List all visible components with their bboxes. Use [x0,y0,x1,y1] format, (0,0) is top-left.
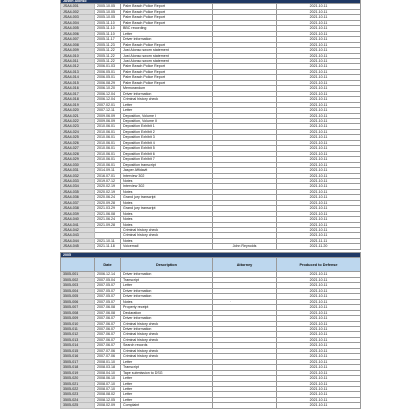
cell-date: 2007.05.07 [95,283,121,288]
cell-date: 2021.09.28 [95,222,121,227]
cell-description: Voicemail [121,244,213,249]
cell-date: 2008.07.10 [95,386,121,391]
cell-date: 2019.07.12 [95,178,121,183]
cell-date: 2006.05.01 [95,69,121,74]
cell-description: Deposition Exhibit 2 [121,129,213,134]
cell-produced: 2021.10.11 [277,64,361,69]
cell-description: BBC recording [121,26,213,31]
cell-date: 2007.12.11 [95,108,121,113]
cell-description: Palm Beach Police Report [121,9,213,14]
cell-description: Notes [121,211,213,216]
cell-date: 2009.06.09 [95,118,121,123]
cell-bates: JSA4-005 [61,26,95,31]
header-attorney: Attorney [213,258,277,272]
cell-bates: 3505-011 [61,326,95,331]
cell-attorney [213,403,277,408]
cell-date: 2010.06.01 [95,135,121,140]
cell-date: 2006.12.14 [95,272,121,277]
cell-produced: 2021.10.11 [277,397,361,402]
cell-produced: 2021.10.11 [277,272,361,277]
cell-description: Notes [121,222,213,227]
cell-date: 2020.02.19 [95,184,121,189]
cell-description: Complaint [121,403,213,408]
cell-produced: 2021.10.11 [277,195,361,200]
cell-description: Criminal history check [121,97,213,102]
cell-produced: 2021.10.11 [277,97,361,102]
cell-bates: JSA4-016 [61,86,95,91]
section-title: 2005 [61,253,361,258]
cell-description: Memorandum [121,86,213,91]
cell-date: 2010.06.01 [95,129,121,134]
cell-produced: 2021.10.11 [277,206,361,211]
cell-description: Notes [121,238,213,243]
cell-bates: JSA4-017 [61,91,95,96]
cell-produced: 2021.10.11 [277,53,361,58]
cell-produced: 2021.10.11 [277,316,361,321]
cell-bates: 3505-020 [61,376,95,381]
cell-produced: 2021.10.11 [277,326,361,331]
cell-date: 2007.06.08 [95,305,121,310]
cell-bates: 3505-019 [61,370,95,375]
cell-produced: 2021.10.11 [277,9,361,14]
cell-date: 2007.06.07 [95,332,121,337]
header-produced: Produced to Defense [277,258,361,272]
cell-bates: JSA4-045 [61,244,95,249]
cell-produced: 2021.10.11 [277,354,361,359]
cell-bates: JSA4-018 [61,97,95,102]
cell-produced: 2021.11.20 [277,244,361,249]
cell-bates: JSA4-007 [61,37,95,42]
cell-date: 2005.11.22 [95,53,121,58]
cell-produced: 2021.10.11 [277,200,361,205]
cell-description: Driver information [121,272,213,277]
cell-produced: 2021.10.11 [277,162,361,167]
cell-bates: 3505-012 [61,332,95,337]
exhibit-table-2005 [60,252,361,409]
cell-bates: JSA4-029 [61,157,95,162]
cell-description: Notes [121,200,213,205]
cell-bates: JSA4-020 [61,108,95,113]
header-date: Date [95,258,121,272]
cell-produced: 2021.10.11 [277,4,361,9]
cell-description: Deposition transcript [121,162,213,167]
cell-description: Interview 302 [121,173,213,178]
cell-bates: 3505-013 [61,337,95,342]
cell-bates: JSA4-026 [61,140,95,145]
cell-description: Letter [121,102,213,107]
cell-produced: 2021.10.11 [277,348,361,353]
cell-date: 2007.07.06 [95,348,121,353]
cell-description: Search records [121,343,213,348]
cell-description: Palm Beach Police Report [121,20,213,25]
cell-produced: 2021.10.11 [277,310,361,315]
cell-bates: 3505-009 [61,316,95,321]
cell-produced: 2021.10.11 [277,337,361,342]
cell-bates: JSA4-040 [61,217,95,222]
cell-produced: 2021.10.11 [277,58,361,63]
cell-description: Letter [121,381,213,386]
cell-produced: 2021.10.11 [277,211,361,216]
cell-description: Driver information [121,326,213,331]
cell-bates: JSA4-013 [61,69,95,74]
cell-bates: JSA4-024 [61,129,95,134]
cell-description: Just Alonso sworn statement [121,53,213,58]
cell-bates: 3505-015 [61,348,95,353]
cell-produced: 2021.10.11 [277,305,361,310]
cell-description: Deposition Exhibit 4 [121,140,213,145]
cell-date: 2006.08.29 [95,80,121,85]
cell-produced: 2021.10.11 [277,283,361,288]
cell-bates: 3505-004 [61,288,95,293]
cell-produced: 2021.10.11 [277,359,361,364]
cell-produced: 2021.10.11 [277,135,361,140]
cell-bates: JSA4-033 [61,178,95,183]
cell-produced: 2021.10.11 [277,37,361,42]
cell-description: Notes [121,217,213,222]
cell-description: Letter [121,359,213,364]
cell-date: 2006.12.04 [95,97,121,102]
cell-date: 2021.10.11 [95,238,121,243]
cell-date: 2005.10.05 [95,9,121,14]
cell-date: 2010.06.01 [95,140,121,145]
cell-date: 2007.05.07 [95,294,121,299]
cell-produced: 2021.10.11 [277,15,361,20]
cell-description: Declaration [121,310,213,315]
cell-description: Criminal history check [121,332,213,337]
cell-description: Deposition Exhibit 5 [121,146,213,151]
cell-date: 2007.05.07 [95,299,121,304]
cell-produced: 2021.10.11 [277,146,361,151]
cell-description: Letter [121,397,213,402]
cell-description: Notes [121,189,213,194]
cell-date: 2006.10.20 [95,86,121,91]
cell-date: 2005.10.05 [95,4,121,9]
cell-date: 2021.06.24 [95,217,121,222]
cell-produced: 2021.10.11 [277,26,361,31]
cell-bates: JSA4-042 [61,228,95,233]
cell-bates: JSA4-009 [61,48,95,53]
cell-bates: 3505-006 [61,299,95,304]
cell-description: Deposition Exhibit 3 [121,135,213,140]
cell-bates: 3505-007 [61,305,95,310]
cell-date: 2007.06.07 [95,316,121,321]
cell-produced: 2021.10.11 [277,140,361,145]
cell-bates: JSA4-014 [61,75,95,80]
cell-date: 2010.06.01 [95,146,121,151]
cell-produced: 2021.10.11 [277,228,361,233]
cell-bates: JSA4-008 [61,42,95,47]
cell-date: 2005.11.23 [95,42,121,47]
cell-date: 2008.01.10 [95,359,121,364]
cell-date: 2008.12.05 [95,397,121,402]
cell-produced: 2021.11.11 [277,238,361,243]
cell-date: 2005.11.10 [95,31,121,36]
cell-bates: JSA4-010 [61,53,95,58]
cell-date: 2014.09.11 [95,168,121,173]
cell-bates: JSA4-015 [61,80,95,85]
cell-date: 2007.02.01 [95,102,121,107]
cell-description: Letter [121,386,213,391]
cell-bates: 3505-017 [61,359,95,364]
cell-produced: 2021.10.11 [277,376,361,381]
cell-bates: JSA4-022 [61,118,95,123]
cell-date: 2010.06.01 [95,157,121,162]
cell-produced: 2021.10.11 [277,118,361,123]
cell-bates: 3505-014 [61,343,95,348]
cell-produced: 2021.10.11 [277,168,361,173]
cell-description: Criminal history check [121,228,213,233]
cell-produced: 2021.10.11 [277,102,361,107]
cell-description: Criminal history check [121,354,213,359]
cell-date: 2007.06.07 [95,326,121,331]
cell-date: 2005.11.17 [95,37,121,42]
cell-produced: 2021.10.11 [277,277,361,282]
cell-description: Criminal history check [121,348,213,353]
cell-produced: 2021.10.11 [277,403,361,408]
cell-description: Driver information [121,294,213,299]
cell-description: Transcript [121,365,213,370]
cell-bates: JSA4-019 [61,102,95,107]
cell-description: Palm Beach Police Report [121,75,213,80]
cell-description: Just Alonso sworn statement [121,58,213,63]
cell-produced: 2021.10.11 [277,124,361,129]
cell-date: 2010.06.01 [95,124,121,129]
cell-attorney: John Reynolds [213,244,277,249]
cell-description: Jasper Affidavit [121,168,213,173]
cell-bates: JSA4-001 [61,4,95,9]
cell-description: Letter [121,31,213,36]
cell-description: Palm Beach Police Report [121,69,213,74]
cell-produced: 2021.10.11 [277,233,361,238]
stray-mark: . [230,298,232,303]
cell-bates: JSA4-038 [61,206,95,211]
cell-bates: 3505-002 [61,277,95,282]
cell-bates: JSA4-039 [61,211,95,216]
cell-date: 2008.08.02 [95,392,121,397]
cell-produced: 2021.10.11 [277,108,361,113]
cell-date: 2008.03.18 [95,365,121,370]
cell-date: 2016.07.01 [95,173,121,178]
column-header-row [61,258,361,272]
cell-produced: 2021.10.11 [277,91,361,96]
cell-date: 2008.04.10 [95,370,121,375]
cell-produced: 2021.10.11 [277,75,361,80]
cell-description: Deposition Exhibit 7 [121,157,213,162]
cell-description: Palm Beach Police Report [121,15,213,20]
cell-produced: 2021.10.11 [277,151,361,156]
cell-bates: JSA4-027 [61,146,95,151]
cell-date: 2020.06.24 [95,195,121,200]
cell-date: 2007.06.07 [95,337,121,342]
cell-date: 2005.11.10 [95,20,121,25]
cell-produced: 2021.10.11 [277,178,361,183]
cell-date: 2005.10.05 [95,15,121,20]
cell-bates: JSA4-006 [61,31,95,36]
cell-date: 2020.02.19 [95,189,121,194]
cell-bates: 3505-008 [61,310,95,315]
cell-description: Tape submission to DSG [121,370,213,375]
cell-description: Letter [121,108,213,113]
cell-description: Letter [121,283,213,288]
cell-date: 2005.11.22 [95,48,121,53]
cell-bates: JSA4-032 [61,173,95,178]
cell-produced: 2021.10.11 [277,20,361,25]
cell-date: 2010.06.01 [95,151,121,156]
cell-bates: JSA4-025 [61,135,95,140]
cell-produced: 2021.10.11 [277,392,361,397]
cell-date: 2008.06.10 [95,376,121,381]
cell-bates: 3505-022 [61,386,95,391]
cell-bates: JSA4-041 [61,222,95,227]
cell-produced: 2021.10.11 [277,217,361,222]
cell-description: Palm Beach Police Report [121,64,213,69]
cell-date: 2020.09.28 [95,200,121,205]
cell-date: 2021.03.29 [95,206,121,211]
cell-date: 2005.11.10 [95,26,121,31]
cell-produced: 2021.10.11 [277,343,361,348]
section-title: Justin Alonso [61,0,361,4]
cell-date: 2006.12.04 [95,91,121,96]
cell-produced: 2021.10.11 [277,189,361,194]
cell-bates: JSA4-023 [61,124,95,129]
cell-bates: JSA4-037 [61,200,95,205]
cell-produced: 2021.10.11 [277,42,361,47]
cell-produced: 2021.10.11 [277,381,361,386]
cell-description: Driver information [121,37,213,42]
cell-produced: 2021.10.11 [277,294,361,299]
exhibit-table-justin-alonso [60,0,361,250]
header-description: Description [121,258,213,272]
cell-description: Grand jury transcript [121,195,213,200]
cell-date: 2008.02.09 [95,403,121,408]
cell-description: Criminal history check [121,321,213,326]
cell-description: Grand jury transcript [121,206,213,211]
cell-produced: 2021.10.11 [277,48,361,53]
cell-produced: 2021.10.11 [277,69,361,74]
cell-date: 2006.01.03 [95,64,121,69]
cell-date: 2010.06.01 [95,162,121,167]
cell-bates: 3505-025 [61,403,95,408]
cell-produced: 2021.10.11 [277,222,361,227]
cell-produced: 2021.10.11 [277,184,361,189]
cell-date: 2007.06.07 [95,343,121,348]
cell-produced: 2021.10.11 [277,299,361,304]
cell-date: 2005.11.22 [95,58,121,63]
cell-bates: JSA4-044 [61,238,95,243]
cell-produced: 2021.10.11 [277,157,361,162]
cell-bates: JSA4-004 [61,20,95,25]
cell-date: 2006.05.01 [95,75,121,80]
cell-description: Driver information [121,91,213,96]
cell-description: Letter [121,376,213,381]
cell-date: 2021.11.18 [95,244,121,249]
cell-bates: 3505-018 [61,365,95,370]
cell-description: Notes [121,178,213,183]
cell-produced: 2021.10.11 [277,365,361,370]
cell-bates: 3505-021 [61,381,95,386]
cell-bates: JSA4-035 [61,189,95,194]
cell-bates: JSA4-002 [61,9,95,14]
cell-bates: JSA4-012 [61,64,95,69]
cell-date: 2007.05.07 [95,288,121,293]
cell-bates: 3505-003 [61,283,95,288]
cell-bates: 3505-016 [61,354,95,359]
cell-bates: 3505-010 [61,321,95,326]
cell-produced: 2021.10.11 [277,288,361,293]
cell-bates: 3505-005 [61,294,95,299]
cell-description: Criminal history check [121,233,213,238]
table-row [61,403,361,408]
cell-bates: JSA4-043 [61,233,95,238]
cell-description: Deposition, Volume I [121,113,213,118]
cell-produced: 2021.10.11 [277,129,361,134]
cell-description: Palm Beach Police Report [121,4,213,9]
cell-description: Letter [121,392,213,397]
cell-date: 2007.06.07 [95,321,121,326]
cell-description: Deposition Exhibit 1 [121,124,213,129]
cell-produced: 2021.10.11 [277,31,361,36]
cell-bates: JSA4-028 [61,151,95,156]
cell-description: Driver information [121,288,213,293]
cell-bates: 3505-024 [61,397,95,402]
cell-date: 2009.06.09 [95,113,121,118]
cell-bates: JSA4-021 [61,113,95,118]
cell-produced: 2021.10.11 [277,332,361,337]
cell-produced: 2021.10.11 [277,86,361,91]
cell-description: Transcript [121,277,213,282]
cell-description: Deposition Exhibit 6 [121,151,213,156]
cell-bates: JSA4-036 [61,195,95,200]
cell-bates: JSA4-034 [61,184,95,189]
cell-produced: 2021.10.11 [277,80,361,85]
cell-bates: 3505-023 [61,392,95,397]
cell-produced: 2021.10.11 [277,113,361,118]
cell-date: 2008.07.10 [95,381,121,386]
cell-date: 2007.05.04 [95,277,121,282]
cell-description: Interview 302 [121,184,213,189]
cell-date: 2007.06.08 [95,310,121,315]
cell-produced: 2021.10.11 [277,173,361,178]
header-bates [61,258,95,272]
cell-bates: 3505-001 [61,272,95,277]
cell-description: Palm Beach Police Report [121,42,213,47]
cell-date: 2007.07.06 [95,354,121,359]
cell-produced: 2021.10.11 [277,370,361,375]
cell-description: Palm Beach Police Report [121,80,213,85]
cell-bates: JSA4-011 [61,58,95,63]
cell-produced: 2021.10.11 [277,321,361,326]
cell-description: Notes [121,299,213,304]
cell-description: Deposition, Volume II [121,118,213,123]
cell-description: Just Alonso sworn statement [121,48,213,53]
cell-description: Criminal history check [121,337,213,342]
cell-description: Property receipt [121,305,213,310]
cell-description: Driver information [121,316,213,321]
cell-date: 2021.06.08 [95,211,121,216]
cell-produced: 2021.10.11 [277,386,361,391]
table-row [61,244,361,249]
cell-bates: JSA4-003 [61,15,95,20]
cell-bates: JSA4-031 [61,168,95,173]
cell-bates: JSA4-030 [61,162,95,167]
